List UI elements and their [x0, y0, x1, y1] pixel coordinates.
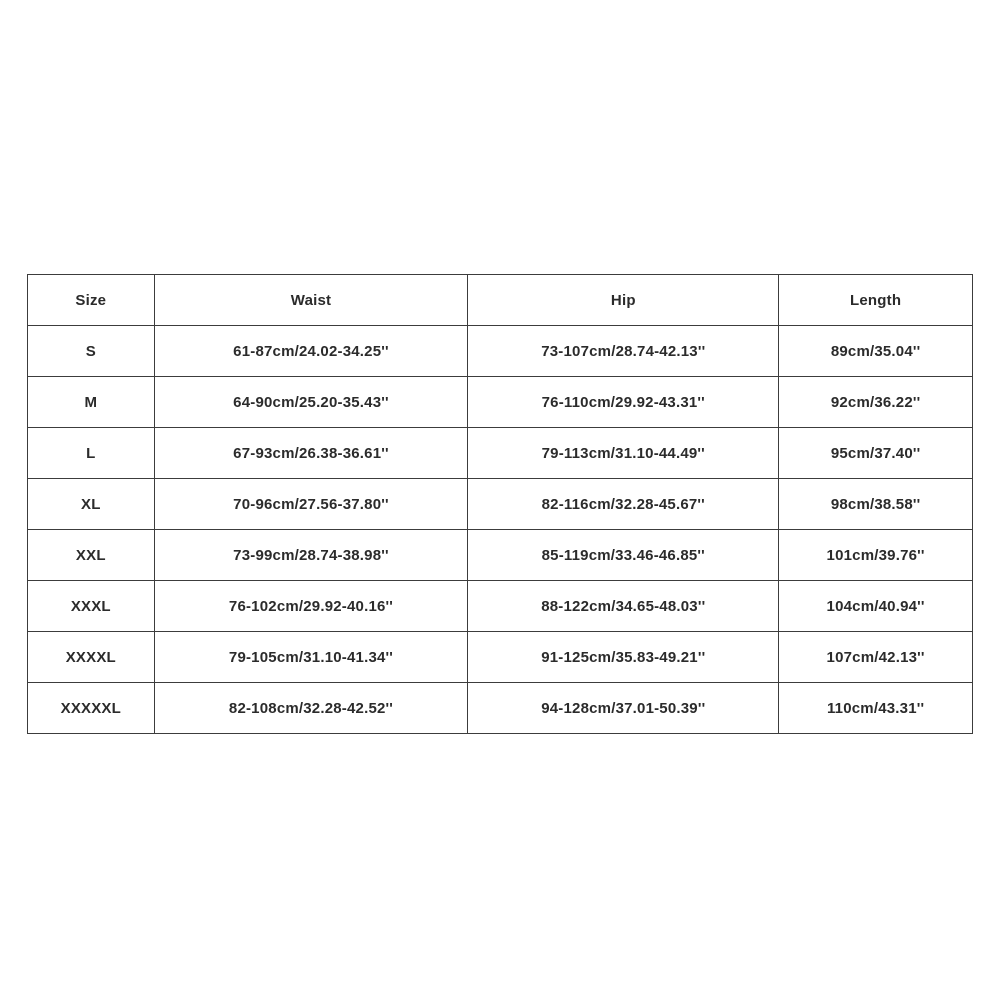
- size-chart-table: [27, 274, 973, 734]
- table-row: [28, 581, 973, 632]
- table-row: [28, 683, 973, 734]
- measurement-cell: 107cm/42.13'': [779, 632, 973, 683]
- measurement-cell: 92cm/36.22'': [779, 377, 973, 428]
- size-label-cell: XL: [28, 479, 155, 530]
- size-label-cell: XXXXXL: [28, 683, 155, 734]
- table-row: [28, 377, 973, 428]
- measurement-cell: 91-125cm/35.83-49.21'': [468, 632, 779, 683]
- measurement-cell: 82-116cm/32.28-45.67'': [468, 479, 779, 530]
- table-row: [28, 479, 973, 530]
- measurement-cell: 104cm/40.94'': [779, 581, 973, 632]
- measurement-cell: 76-110cm/29.92-43.31'': [468, 377, 779, 428]
- measurement-cell: 73-99cm/28.74-38.98'': [154, 530, 468, 581]
- table-row: [28, 326, 973, 377]
- measurement-cell: 61-87cm/24.02-34.25'': [154, 326, 468, 377]
- measurement-cell: 89cm/35.04'': [779, 326, 973, 377]
- measurement-cell: 88-122cm/34.65-48.03'': [468, 581, 779, 632]
- size-label-cell: XXXXL: [28, 632, 155, 683]
- column-header-length: Length: [779, 275, 973, 326]
- measurement-cell: 67-93cm/26.38-36.61'': [154, 428, 468, 479]
- size-chart: [27, 274, 973, 724]
- measurement-cell: 98cm/38.58'': [779, 479, 973, 530]
- measurement-cell: 82-108cm/32.28-42.52'': [154, 683, 468, 734]
- measurement-cell: 73-107cm/28.74-42.13'': [468, 326, 779, 377]
- measurement-cell: 79-105cm/31.10-41.34'': [154, 632, 468, 683]
- measurement-cell: 70-96cm/27.56-37.80'': [154, 479, 468, 530]
- measurement-cell: 95cm/37.40'': [779, 428, 973, 479]
- column-header-size: Size: [28, 275, 155, 326]
- measurement-cell: 101cm/39.76'': [779, 530, 973, 581]
- size-label-cell: XXXL: [28, 581, 155, 632]
- size-label-cell: S: [28, 326, 155, 377]
- size-label-cell: M: [28, 377, 155, 428]
- column-header-hip: Hip: [468, 275, 779, 326]
- size-label-cell: XXL: [28, 530, 155, 581]
- measurement-cell: 110cm/43.31'': [779, 683, 973, 734]
- measurement-cell: 64-90cm/25.20-35.43'': [154, 377, 468, 428]
- table-row: [28, 632, 973, 683]
- table-row: [28, 530, 973, 581]
- measurement-cell: 76-102cm/29.92-40.16'': [154, 581, 468, 632]
- measurement-cell: 85-119cm/33.46-46.85'': [468, 530, 779, 581]
- measurement-cell: 79-113cm/31.10-44.49'': [468, 428, 779, 479]
- measurement-cell: 94-128cm/37.01-50.39'': [468, 683, 779, 734]
- column-header-waist: Waist: [154, 275, 468, 326]
- size-label-cell: L: [28, 428, 155, 479]
- header-row: [28, 275, 973, 326]
- table-row: [28, 428, 973, 479]
